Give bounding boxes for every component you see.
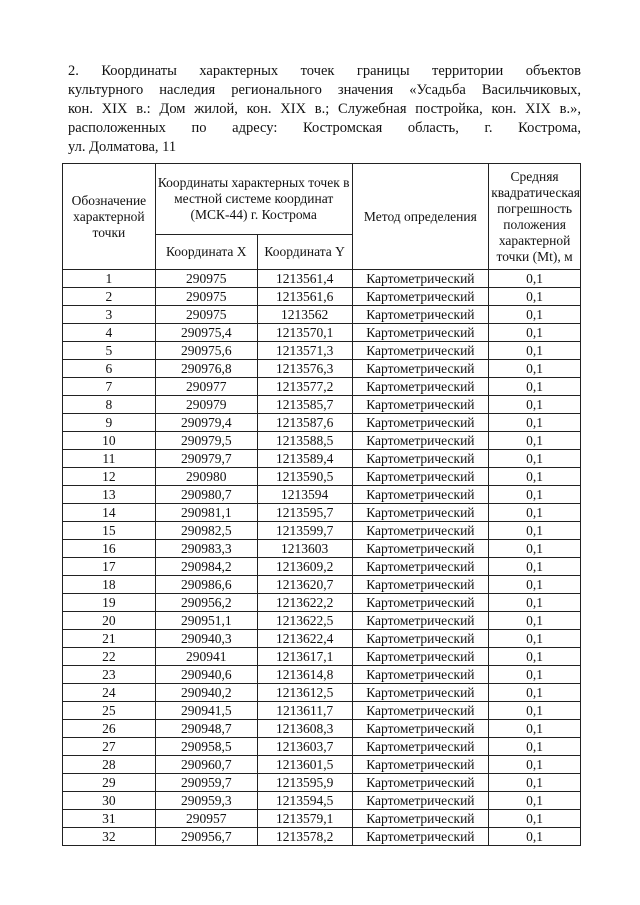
cell-x: 290975: [155, 270, 257, 288]
cell-point-id: 3: [63, 306, 156, 324]
cell-error: 0,1: [489, 612, 581, 630]
cell-x: 290976,8: [155, 360, 257, 378]
cell-method: Картометрический: [352, 414, 489, 432]
table-body: [63, 270, 581, 846]
cell-point-id: 16: [63, 540, 156, 558]
table-header: [63, 164, 581, 270]
cell-method: Картометрический: [352, 306, 489, 324]
cell-y: 1213611,7: [257, 702, 352, 720]
cell-y: 1213622,2: [257, 594, 352, 612]
cell-y: 1213589,4: [257, 450, 352, 468]
header-method: Метод определения: [352, 164, 489, 270]
cell-point-id: 29: [63, 774, 156, 792]
cell-error: 0,1: [489, 756, 581, 774]
cell-point-id: 6: [63, 360, 156, 378]
cell-error: 0,1: [489, 378, 581, 396]
cell-point-id: 13: [63, 486, 156, 504]
table-row: [63, 648, 581, 666]
cell-method: Картометрический: [352, 684, 489, 702]
table-row: [63, 414, 581, 432]
table-row: [63, 684, 581, 702]
cell-method: Картометрический: [352, 810, 489, 828]
cell-x: 290948,7: [155, 720, 257, 738]
cell-y: 1213608,3: [257, 720, 352, 738]
table-row: [63, 450, 581, 468]
cell-method: Картометрический: [352, 774, 489, 792]
cell-point-id: 1: [63, 270, 156, 288]
cell-error: 0,1: [489, 360, 581, 378]
header-error: Средняя квадратическая погрешность положения характерной точки (Mt), м: [489, 164, 581, 270]
cell-x: 290975,4: [155, 324, 257, 342]
cell-y: 1213579,1: [257, 810, 352, 828]
cell-point-id: 25: [63, 702, 156, 720]
cell-point-id: 28: [63, 756, 156, 774]
table-row: [63, 396, 581, 414]
table-row: [63, 774, 581, 792]
cell-error: 0,1: [489, 396, 581, 414]
cell-method: Картометрический: [352, 342, 489, 360]
cell-y: 1213561,6: [257, 288, 352, 306]
table-row: [63, 738, 581, 756]
cell-x: 290979,5: [155, 432, 257, 450]
cell-y: 1213595,7: [257, 504, 352, 522]
cell-error: 0,1: [489, 792, 581, 810]
cell-method: Картометрический: [352, 288, 489, 306]
cell-error: 0,1: [489, 540, 581, 558]
cell-error: 0,1: [489, 432, 581, 450]
cell-x: 290981,1: [155, 504, 257, 522]
cell-method: Картометрический: [352, 630, 489, 648]
header-coordinates-group: Координаты характерных точек в местной системе координат (МСК-44) г. Кострома: [155, 164, 352, 235]
table-row: [63, 270, 581, 288]
cell-point-id: 12: [63, 468, 156, 486]
heading-line: 2. Координаты характерных точек границы территории объектов: [68, 63, 581, 79]
cell-x: 290960,7: [155, 756, 257, 774]
cell-method: Картометрический: [352, 270, 489, 288]
cell-error: 0,1: [489, 270, 581, 288]
cell-error: 0,1: [489, 576, 581, 594]
cell-error: 0,1: [489, 486, 581, 504]
cell-x: 290982,5: [155, 522, 257, 540]
table-row: [63, 522, 581, 540]
table-row: [63, 810, 581, 828]
table-row: [63, 504, 581, 522]
cell-error: 0,1: [489, 324, 581, 342]
cell-method: Картометрический: [352, 648, 489, 666]
table-row: [63, 540, 581, 558]
table-row: [63, 792, 581, 810]
cell-point-id: 15: [63, 522, 156, 540]
cell-point-id: 20: [63, 612, 156, 630]
cell-error: 0,1: [489, 414, 581, 432]
table-row: [63, 468, 581, 486]
cell-x: 290959,3: [155, 792, 257, 810]
cell-y: 1213571,3: [257, 342, 352, 360]
cell-y: 1213617,1: [257, 648, 352, 666]
cell-point-id: 27: [63, 738, 156, 756]
cell-point-id: 17: [63, 558, 156, 576]
cell-error: 0,1: [489, 810, 581, 828]
cell-point-id: 4: [63, 324, 156, 342]
cell-method: Картометрический: [352, 792, 489, 810]
cell-method: Картометрический: [352, 378, 489, 396]
coordinates-table: [62, 163, 581, 846]
cell-method: Картометрический: [352, 540, 489, 558]
cell-error: 0,1: [489, 522, 581, 540]
table-row: [63, 558, 581, 576]
cell-point-id: 10: [63, 432, 156, 450]
header-point-id: Обозначение характерной точки: [63, 164, 156, 270]
cell-point-id: 2: [63, 288, 156, 306]
cell-x: 290941,5: [155, 702, 257, 720]
cell-x: 290940,6: [155, 666, 257, 684]
table-row: [63, 828, 581, 846]
cell-point-id: 30: [63, 792, 156, 810]
cell-error: 0,1: [489, 288, 581, 306]
cell-y: 1213609,2: [257, 558, 352, 576]
heading-line: расположенных по адресу: Костромская область, г. Кострома,: [68, 120, 581, 136]
cell-point-id: 11: [63, 450, 156, 468]
cell-y: 1213576,3: [257, 360, 352, 378]
cell-method: Картометрический: [352, 450, 489, 468]
cell-method: Картометрический: [352, 396, 489, 414]
heading-line: культурного наследия регионального значения «Усадьба Васильчиковых,: [68, 82, 581, 98]
table-row: [63, 378, 581, 396]
cell-x: 290979,4: [155, 414, 257, 432]
cell-error: 0,1: [489, 666, 581, 684]
cell-method: Картометрический: [352, 324, 489, 342]
cell-x: 290986,6: [155, 576, 257, 594]
cell-y: 1213612,5: [257, 684, 352, 702]
cell-point-id: 14: [63, 504, 156, 522]
cell-x: 290975: [155, 288, 257, 306]
cell-x: 290975: [155, 306, 257, 324]
table-row: [63, 702, 581, 720]
cell-method: Картометрический: [352, 576, 489, 594]
cell-error: 0,1: [489, 594, 581, 612]
cell-method: Картометрический: [352, 432, 489, 450]
cell-error: 0,1: [489, 702, 581, 720]
cell-point-id: 26: [63, 720, 156, 738]
cell-x: 290959,7: [155, 774, 257, 792]
cell-error: 0,1: [489, 450, 581, 468]
cell-y: 1213603,7: [257, 738, 352, 756]
header-x: Координата X: [155, 235, 257, 270]
cell-y: 1213587,6: [257, 414, 352, 432]
cell-x: 290958,5: [155, 738, 257, 756]
cell-x: 290983,3: [155, 540, 257, 558]
cell-x: 290979,7: [155, 450, 257, 468]
cell-x: 290941: [155, 648, 257, 666]
cell-method: Картометрический: [352, 756, 489, 774]
cell-method: Картометрический: [352, 594, 489, 612]
cell-error: 0,1: [489, 684, 581, 702]
cell-error: 0,1: [489, 630, 581, 648]
cell-point-id: 9: [63, 414, 156, 432]
cell-error: 0,1: [489, 468, 581, 486]
cell-method: Картометрический: [352, 612, 489, 630]
cell-point-id: 22: [63, 648, 156, 666]
table-row: [63, 756, 581, 774]
cell-method: Картометрический: [352, 738, 489, 756]
cell-error: 0,1: [489, 342, 581, 360]
cell-y: 1213603: [257, 540, 352, 558]
cell-point-id: 31: [63, 810, 156, 828]
cell-point-id: 18: [63, 576, 156, 594]
cell-x: 290980: [155, 468, 257, 486]
cell-method: Картометрический: [352, 522, 489, 540]
cell-y: 1213588,5: [257, 432, 352, 450]
cell-y: 1213594: [257, 486, 352, 504]
cell-x: 290956,7: [155, 828, 257, 846]
cell-y: 1213594,5: [257, 792, 352, 810]
cell-method: Картометрический: [352, 558, 489, 576]
cell-method: Картометрический: [352, 702, 489, 720]
cell-x: 290980,7: [155, 486, 257, 504]
table-row: [63, 594, 581, 612]
section-heading: [68, 62, 581, 157]
table-row: [63, 432, 581, 450]
table-row: [63, 720, 581, 738]
table-row: [63, 666, 581, 684]
cell-method: Картометрический: [352, 720, 489, 738]
cell-point-id: 5: [63, 342, 156, 360]
header-y: Координата Y: [257, 235, 352, 270]
cell-error: 0,1: [489, 648, 581, 666]
cell-x: 290951,1: [155, 612, 257, 630]
cell-error: 0,1: [489, 828, 581, 846]
table-row: [63, 306, 581, 324]
cell-y: 1213590,5: [257, 468, 352, 486]
cell-error: 0,1: [489, 504, 581, 522]
cell-x: 290977: [155, 378, 257, 396]
cell-y: 1213578,2: [257, 828, 352, 846]
cell-error: 0,1: [489, 720, 581, 738]
table-row: [63, 324, 581, 342]
table-row: [63, 360, 581, 378]
cell-y: 1213585,7: [257, 396, 352, 414]
cell-method: Картометрический: [352, 666, 489, 684]
cell-point-id: 19: [63, 594, 156, 612]
cell-x: 290940,3: [155, 630, 257, 648]
cell-method: Картометрический: [352, 468, 489, 486]
cell-x: 290940,2: [155, 684, 257, 702]
table-row: [63, 612, 581, 630]
cell-method: Картометрический: [352, 504, 489, 522]
cell-x: 290975,6: [155, 342, 257, 360]
table-row: [63, 342, 581, 360]
table-row: [63, 486, 581, 504]
cell-y: 1213614,8: [257, 666, 352, 684]
cell-error: 0,1: [489, 738, 581, 756]
cell-y: 1213601,5: [257, 756, 352, 774]
cell-error: 0,1: [489, 306, 581, 324]
table-row: [63, 576, 581, 594]
cell-x: 290984,2: [155, 558, 257, 576]
heading-line: кон. XIX в.: Дом жилой, кон. XIX в.; Служебная постройка, кон. XIX в.»,: [68, 101, 581, 117]
cell-point-id: 21: [63, 630, 156, 648]
cell-x: 290979: [155, 396, 257, 414]
cell-x: 290956,2: [155, 594, 257, 612]
cell-y: 1213622,4: [257, 630, 352, 648]
cell-y: 1213577,2: [257, 378, 352, 396]
cell-method: Картометрический: [352, 828, 489, 846]
cell-point-id: 32: [63, 828, 156, 846]
cell-y: 1213562: [257, 306, 352, 324]
cell-y: 1213570,1: [257, 324, 352, 342]
cell-y: 1213620,7: [257, 576, 352, 594]
cell-point-id: 23: [63, 666, 156, 684]
cell-point-id: 7: [63, 378, 156, 396]
cell-y: 1213595,9: [257, 774, 352, 792]
heading-line: ул. Долматова, 11: [68, 139, 177, 155]
cell-y: 1213622,5: [257, 612, 352, 630]
cell-y: 1213599,7: [257, 522, 352, 540]
cell-point-id: 8: [63, 396, 156, 414]
table-row: [63, 630, 581, 648]
cell-error: 0,1: [489, 558, 581, 576]
cell-method: Картометрический: [352, 486, 489, 504]
cell-y: 1213561,4: [257, 270, 352, 288]
table-row: [63, 288, 581, 306]
cell-method: Картометрический: [352, 360, 489, 378]
cell-error: 0,1: [489, 774, 581, 792]
cell-x: 290957: [155, 810, 257, 828]
cell-point-id: 24: [63, 684, 156, 702]
